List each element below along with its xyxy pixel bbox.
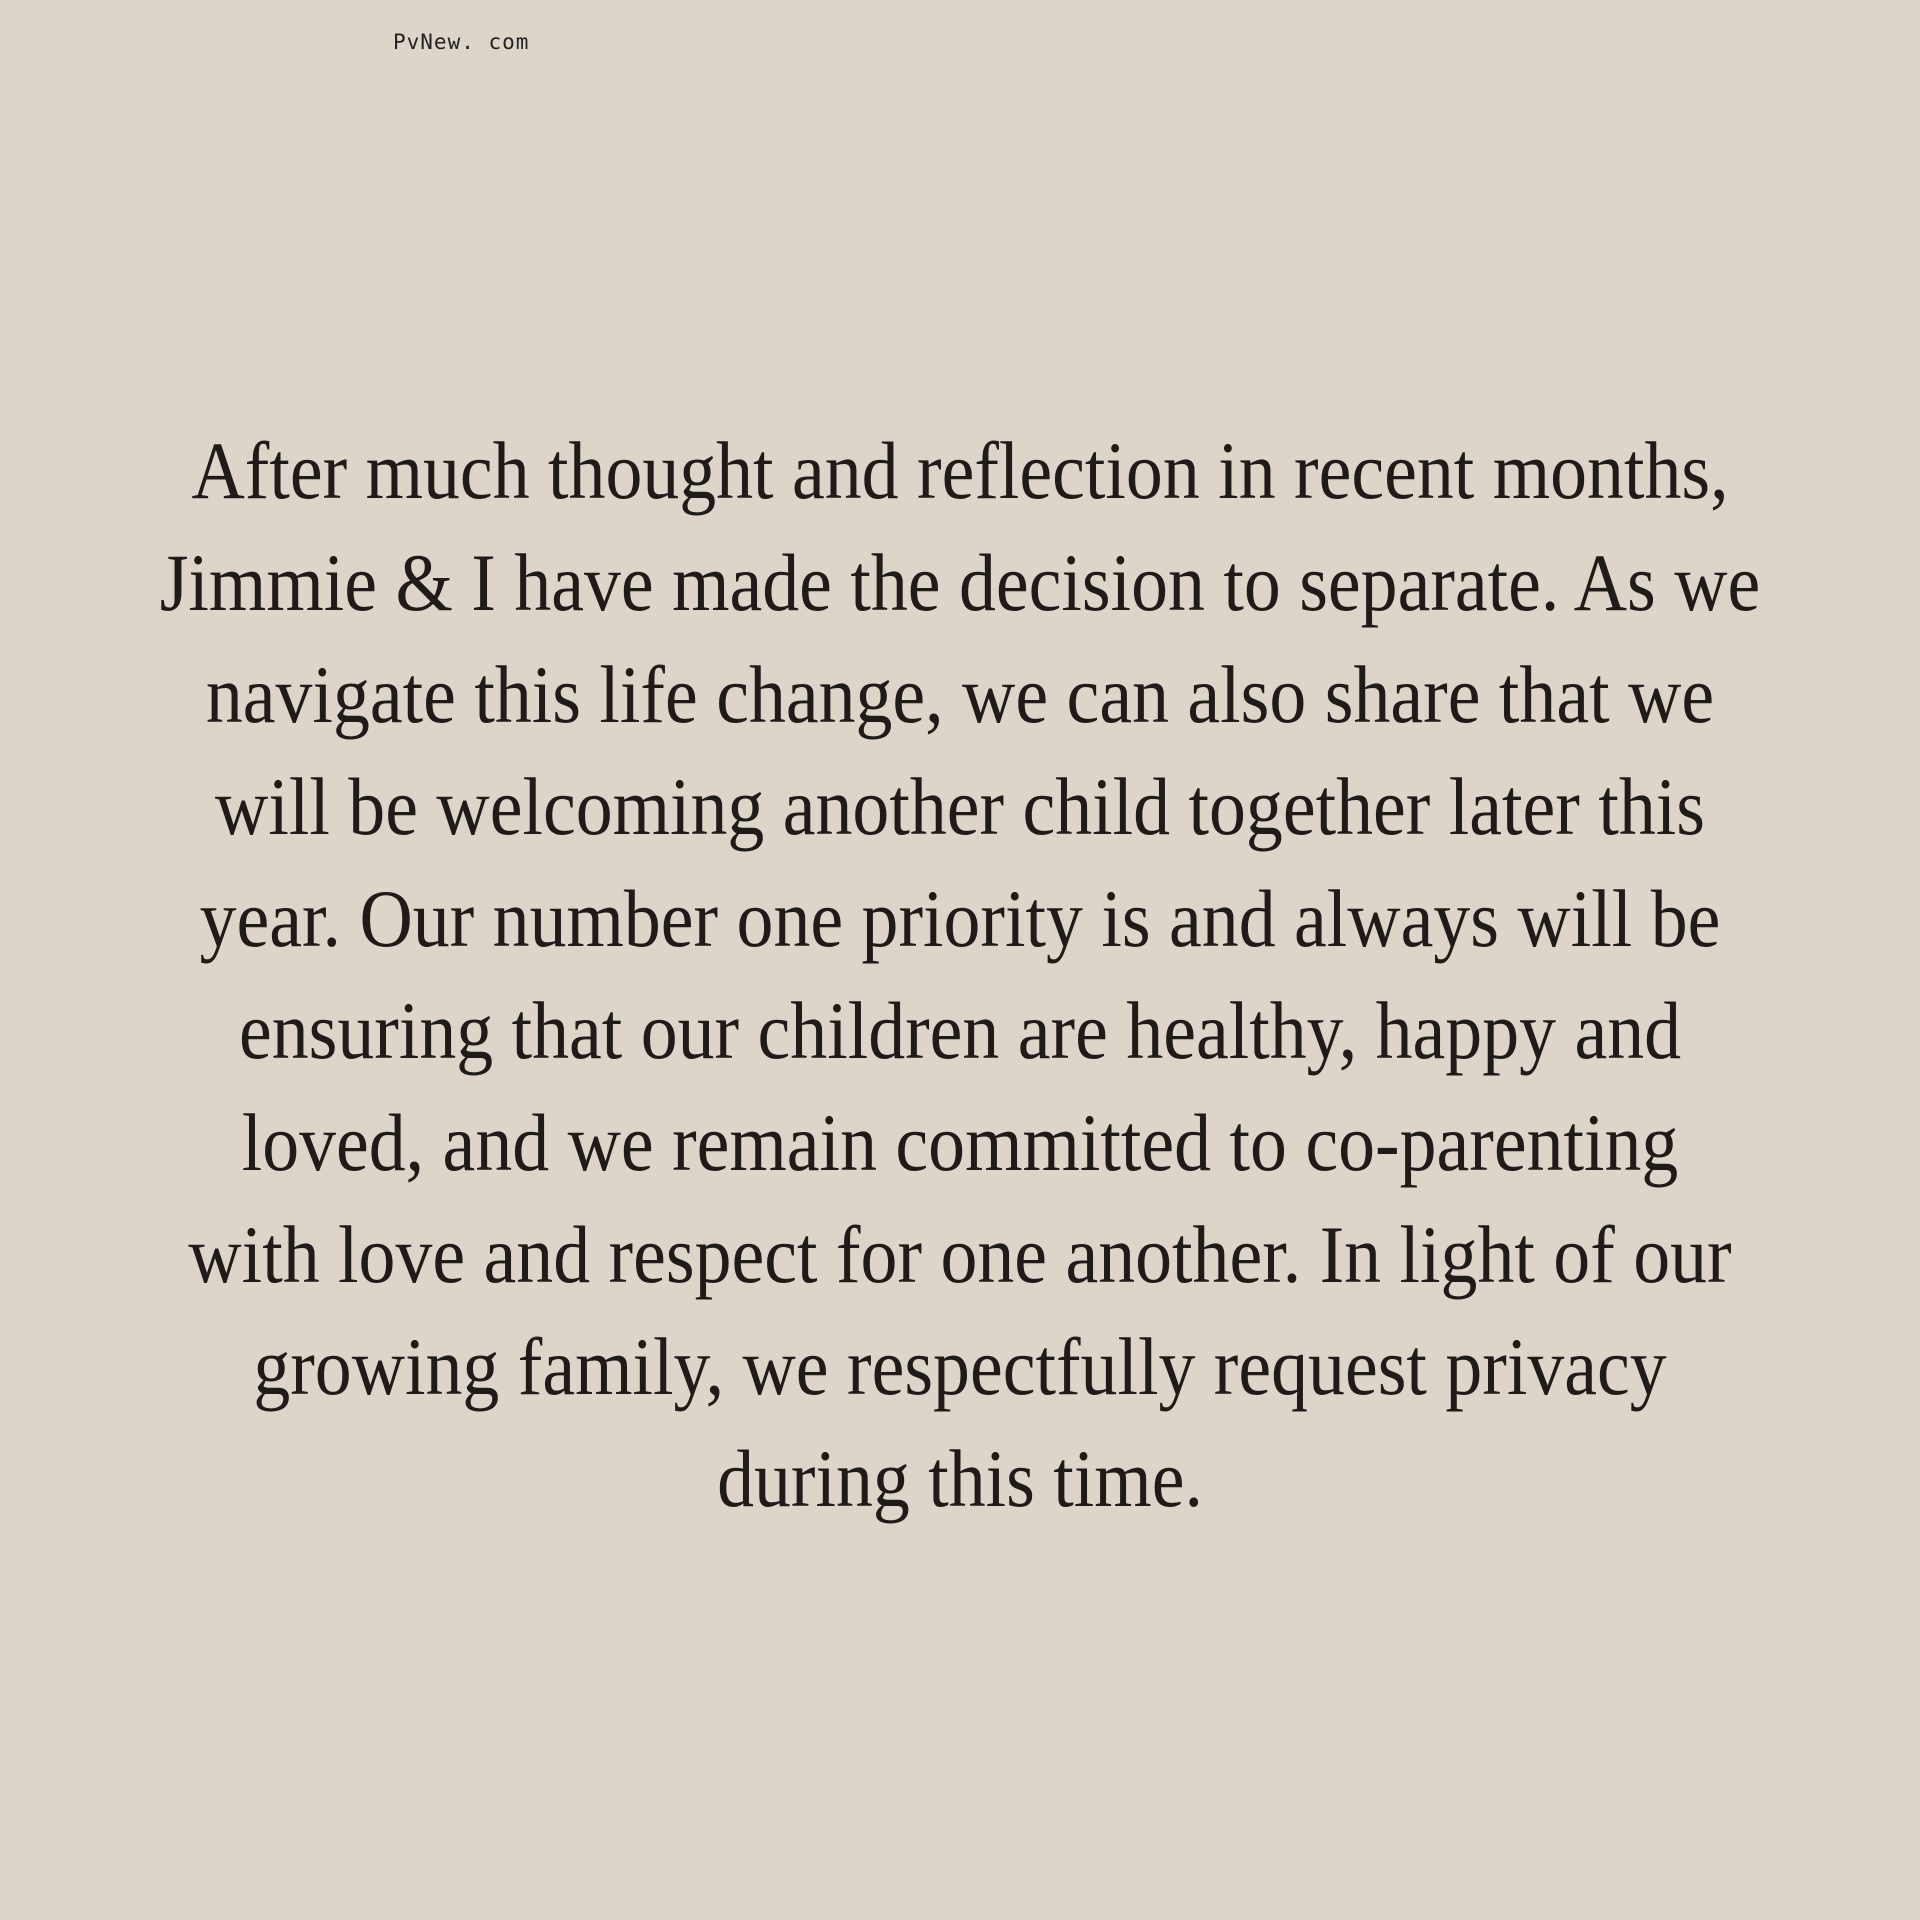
statement-line: Jimmie & I have made the decision to separate. As we bbox=[159, 537, 1761, 628]
statement-line: during this time. bbox=[717, 1433, 1203, 1524]
statement-line: After much thought and reflection in recent months, bbox=[191, 425, 1729, 516]
statement-line: loved, and we remain committed to co-parenting bbox=[241, 1097, 1679, 1188]
statement-line: growing family, we respectfully request privacy bbox=[253, 1321, 1667, 1412]
statement-line: ensuring that our children are healthy, happy and bbox=[238, 985, 1682, 1076]
statement-line: navigate this life change, we can also share that we bbox=[205, 649, 1715, 740]
statement-line: year. Our number one priority is and always will be bbox=[199, 873, 1721, 964]
statement-line: with love and respect for one another. In light of our bbox=[188, 1209, 1732, 1300]
watermark-pvnew: PvNew. com bbox=[393, 30, 530, 54]
statement-line: will be welcoming another child together later this bbox=[215, 761, 1705, 852]
statement-text-block bbox=[96, 415, 1824, 1535]
